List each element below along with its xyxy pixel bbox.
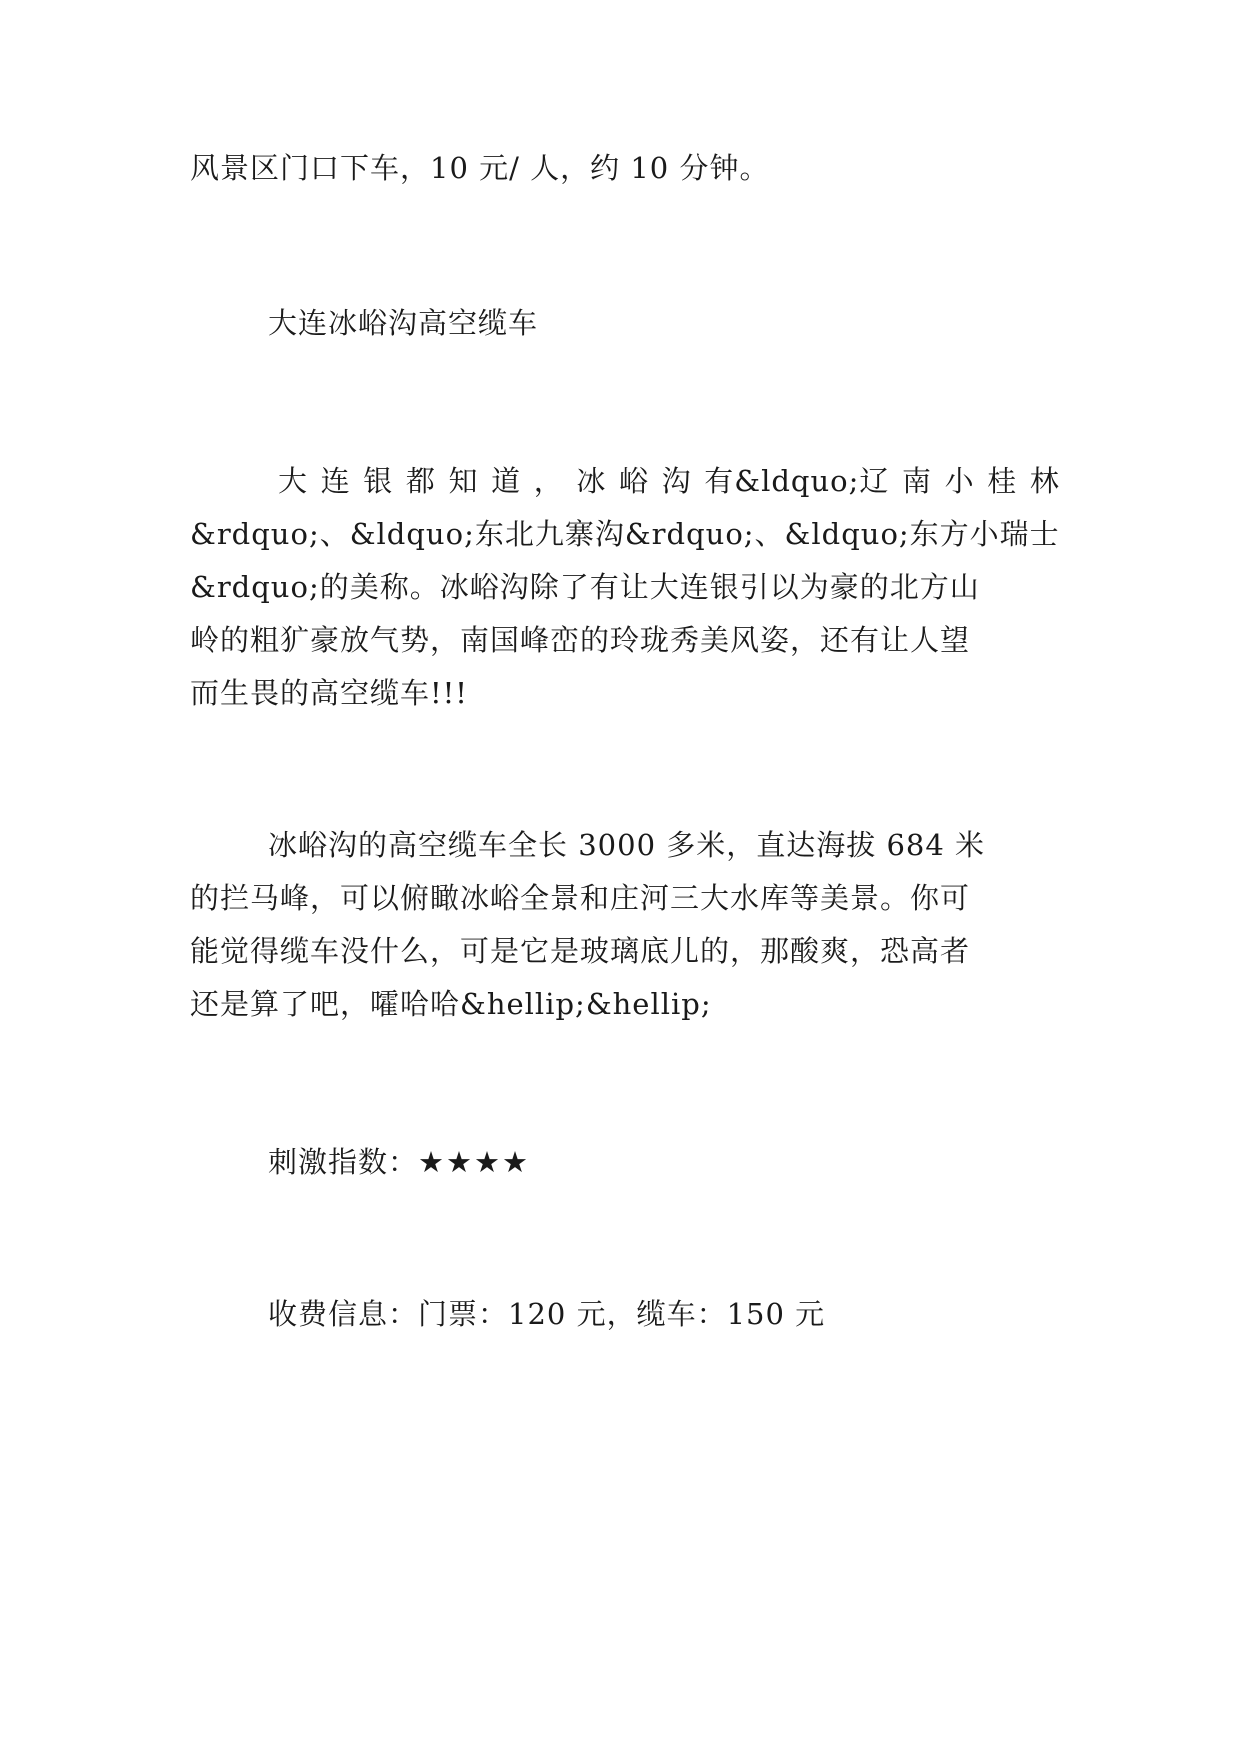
excitement-rating [268, 1133, 1138, 1191]
intro-word: 银 [363, 464, 394, 498]
cable-paragraph-line-1: 冰峪沟的高空缆车全长 3000 多米，直达海拔 684 米 [268, 828, 986, 862]
intro-paragraph-line-1 [278, 452, 1060, 510]
intro-word: 沟 [661, 464, 692, 498]
intro-word: 林 [1029, 464, 1060, 498]
intro-word: 有&ldquo;辽 [704, 464, 890, 498]
paragraph-top-line: 风景区门口下车，10 元/ 人，约 10 分钟。 [190, 151, 770, 185]
intro-word: 知 [448, 464, 479, 498]
star-rating-icon: ★★★★ [418, 1145, 531, 1179]
cable-paragraph-line-2: 的拦马峰，可以俯瞰冰峪全景和庄河三大水库等美景。你可 [190, 881, 971, 915]
intro-word: 桂 [987, 464, 1018, 498]
cable-paragraph-line-4: 还是算了吧，嚯哈哈&hellip;&hellip; [190, 987, 712, 1021]
section-heading: 大连冰峪沟高空缆车 [268, 306, 539, 340]
intro-paragraph-line-5: 而生畏的高空缆车!!! [190, 676, 468, 710]
intro-word: 小 [944, 464, 975, 498]
intro-word: ， [533, 464, 564, 498]
intro-word: 连 [320, 464, 351, 498]
intro-word: 都 [405, 464, 436, 498]
intro-paragraph-line-4: 岭的粗犷豪放气势，南国峰峦的玲珑秀美风姿，还有让人望 [190, 623, 971, 657]
intro-paragraph-line-3: &rdquo;的美称。冰峪沟除了有让大连银引以为豪的北方山 [190, 570, 980, 604]
intro-word: 道 [491, 464, 522, 498]
intro-word: 南 [901, 464, 932, 498]
cable-paragraph-line-3: 能觉得缆车没什么，可是它是玻璃底儿的，那酸爽，恐高者 [190, 934, 971, 968]
fee-information: 收费信息：门票：120 元，缆车：150 元 [268, 1297, 826, 1331]
intro-word: 冰 [576, 464, 607, 498]
intro-word: 大 [278, 464, 309, 498]
intro-paragraph-line-2: &rdquo;、&ldquo;东北九寨沟&rdquo;、&ldquo;东方小瑞士 [190, 517, 1060, 551]
excitement-label: 刺激指数： [268, 1145, 419, 1179]
intro-word: 峪 [619, 464, 650, 498]
